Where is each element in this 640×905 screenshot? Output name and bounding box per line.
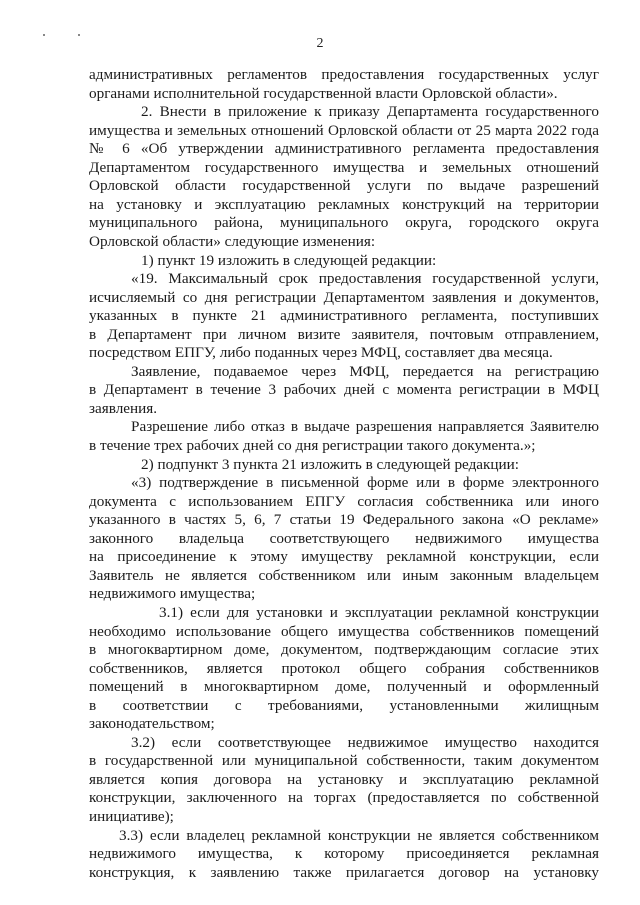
- text-line: конструкция, к заявлению также прилагается договор на установку: [89, 864, 599, 881]
- text-line: исчисляемый со дня регистрации Департаментом заявления и документов,: [89, 289, 599, 306]
- text-line: 1) пункт 19 изложить в следующей редакции:: [141, 252, 437, 269]
- text-line: 3.3) если владелец рекламной конструкции не является собственником: [119, 827, 599, 844]
- text-line: указанного в частях 5, 6, 7 статьи 19 Федерального закона «О рекламе»: [89, 511, 599, 528]
- text-line: в течение трех рабочих дней со дня регистрации такого документа.»;: [89, 437, 536, 454]
- text-line: имущества и земельных отношений Орловской области от 25 марта 2022 года: [89, 122, 599, 139]
- text-line: указанных в пункте 21 административного регламента, поступивших: [89, 307, 599, 324]
- text-line: муниципального района, муниципального округа, городского округа: [89, 214, 599, 231]
- text-line: № 6 «Об утверждении административного регламента предоставления: [89, 140, 599, 157]
- text-line: на установку и эксплуатацию рекламных конструкций на территории: [89, 196, 599, 213]
- text-line: 2. Внести в приложение к приказу Департамента государственного: [141, 103, 599, 120]
- text-line: законодательством;: [89, 715, 215, 732]
- text-line: заявления.: [89, 400, 158, 417]
- page-number: 2: [316, 36, 324, 51]
- text-line: инициативе);: [89, 808, 174, 825]
- text-line: помещений в многоквартирном доме, полученный и оформленный: [89, 678, 599, 695]
- text-line: Разрешение либо отказ в выдаче разрешения направляется Заявителю: [131, 418, 599, 435]
- text-line: «3) подтверждение в письменной форме или в форме электронного: [131, 474, 599, 491]
- text-line: документа с использованием ЕПГУ согласия собственника или иного: [89, 493, 599, 510]
- text-line: 3.1) если для установки и эксплуатации рекламной конструкции: [159, 604, 599, 621]
- text-line: Заявление, подаваемое через МФЦ, передается на регистрацию: [131, 363, 599, 380]
- text-line: в многоквартирном доме, документом, подтверждающим согласие этих: [89, 641, 599, 658]
- text-line: Заявитель не является собственником или иным законным владельцем: [89, 567, 599, 584]
- text-line: собственников, является протокол общего собрания собственников: [89, 660, 599, 677]
- text-line: 2) подпункт 3 пункта 21 изложить в следующей редакции:: [141, 456, 520, 473]
- text-line: конструкции, заключенного на торгах (предоставляется по собственной: [89, 789, 599, 806]
- text-line: «19. Максимальный срок предоставления государственной услуги,: [131, 270, 599, 287]
- text-line: является копия договора на установку и эксплуатацию рекламной: [89, 771, 599, 788]
- text-line: в государственной или муниципальной собственности, таким документом: [89, 752, 599, 769]
- text-line: необходимо использование общего имущества собственников помещений: [89, 623, 599, 640]
- text-line: Департаментом государственного имущества и земельных отношений: [89, 159, 599, 176]
- text-line: в Департамент в течение 3 рабочих дней с момента регистрации в МФЦ: [89, 381, 599, 398]
- text-line: 3.2) если соответствующее недвижимое имущество находится: [131, 734, 599, 751]
- text-line: Орловской области государственной услуги по выдаче разрешений: [89, 177, 599, 194]
- text-line: в Департамент при личном визите заявителя, почтовым отправлением,: [89, 326, 599, 343]
- text-line: законного владельца соответствующего недвижимого имущества: [89, 530, 599, 547]
- text-line: недвижимого имущества, к которому присоединяется рекламная: [89, 845, 599, 862]
- text-line: органами исполнительной государственной власти Орловской области».: [89, 85, 558, 102]
- text-line: на присоединение к этому имуществу рекламной конструкции, если: [89, 548, 599, 565]
- text-line: посредством ЕПГУ, либо поданных через МФЦ, составляет два месяца.: [89, 344, 553, 361]
- text-line: административных регламентов предоставления государственных услуг: [89, 66, 599, 83]
- text-line: в соответствии с требованиями, установленными жилищным: [89, 697, 599, 714]
- text-line: недвижимого имущества;: [89, 585, 256, 602]
- text-line: Орловской области» следующие изменения:: [89, 233, 376, 250]
